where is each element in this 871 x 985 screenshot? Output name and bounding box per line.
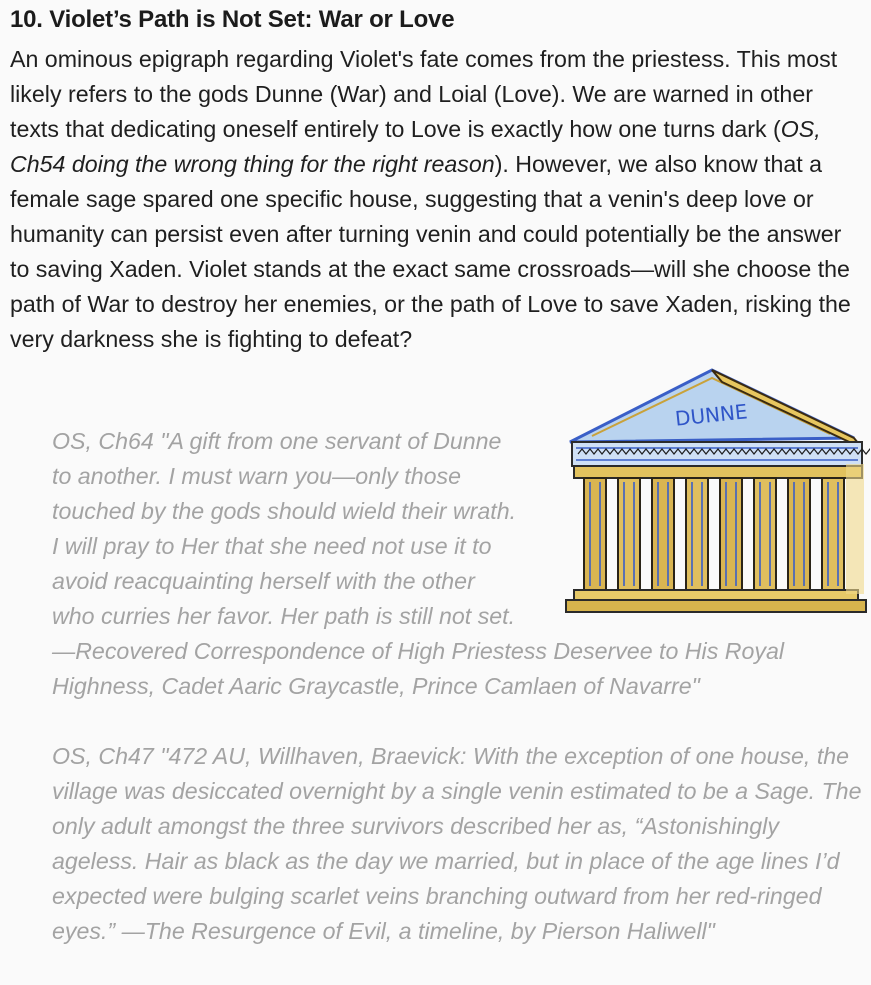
pediment-text: DUNNE bbox=[673, 399, 749, 431]
quote-line: who curries her favor. Her path is still not set. bbox=[52, 603, 516, 629]
quote-line: —Recovered Correspondence of High Priestess Deservee to His Royal bbox=[52, 638, 785, 664]
quote-line: avoid reacquainting herself with the other bbox=[52, 568, 475, 594]
temple-icon bbox=[562, 364, 870, 622]
quote-line: touched by the gods should wield their wrath. bbox=[52, 498, 517, 524]
paragraph-text-continued: ). However, we also know that a female sage spared one specific house, suggesting that a venin's deep love or humanity can persist even after turning venin and could potentially be the answer to saving Xaden. Violet stands at the exact same crossroads—will she choose the path of War to destroy her enemies, or the path of Love to save Xaden, risking the very darkness she is fighting to defeat? bbox=[10, 151, 851, 352]
quote-line: to another. I must warn you—only those bbox=[52, 463, 461, 489]
quote-line: Highness, Cadet Aaric Graycastle, Prince Camlaen of Navarre" bbox=[52, 673, 700, 699]
citation: OS, Ch54 doing the wrong thing for the right reason bbox=[10, 116, 821, 177]
quote-line: OS, Ch64 "A gift from one servant of Dunne bbox=[52, 428, 502, 454]
body-paragraph bbox=[10, 42, 865, 357]
section-heading: 10. Violet’s Path is Not Set: War or Love bbox=[10, 6, 455, 33]
timeline-quote: OS, Ch47 "472 AU, Willhaven, Braevick: With the exception of one house, the village was desiccated overnight by a single venin estimated to be a Sage. The only adult amongst the three survivors described her as, “Astonishingly ageless. Hair as black as the day we married, but in place of the age lines I’d expected were bulging scarlet veins branching outward from her red-ringed eyes.” —The Resurgence of Evil, a timeline, by Pierson Haliwell" bbox=[52, 743, 862, 944]
quote-line: I will pray to Her that she need not use it to bbox=[52, 533, 492, 559]
paragraph-text: An ominous epigraph regarding Violet's fate comes from the priestess. This most likely refers to the gods Dunne (War) and Loial (Love). We are warned in other texts that dedicating oneself entirely to Love is exactly how one turns dark ( bbox=[10, 46, 838, 142]
